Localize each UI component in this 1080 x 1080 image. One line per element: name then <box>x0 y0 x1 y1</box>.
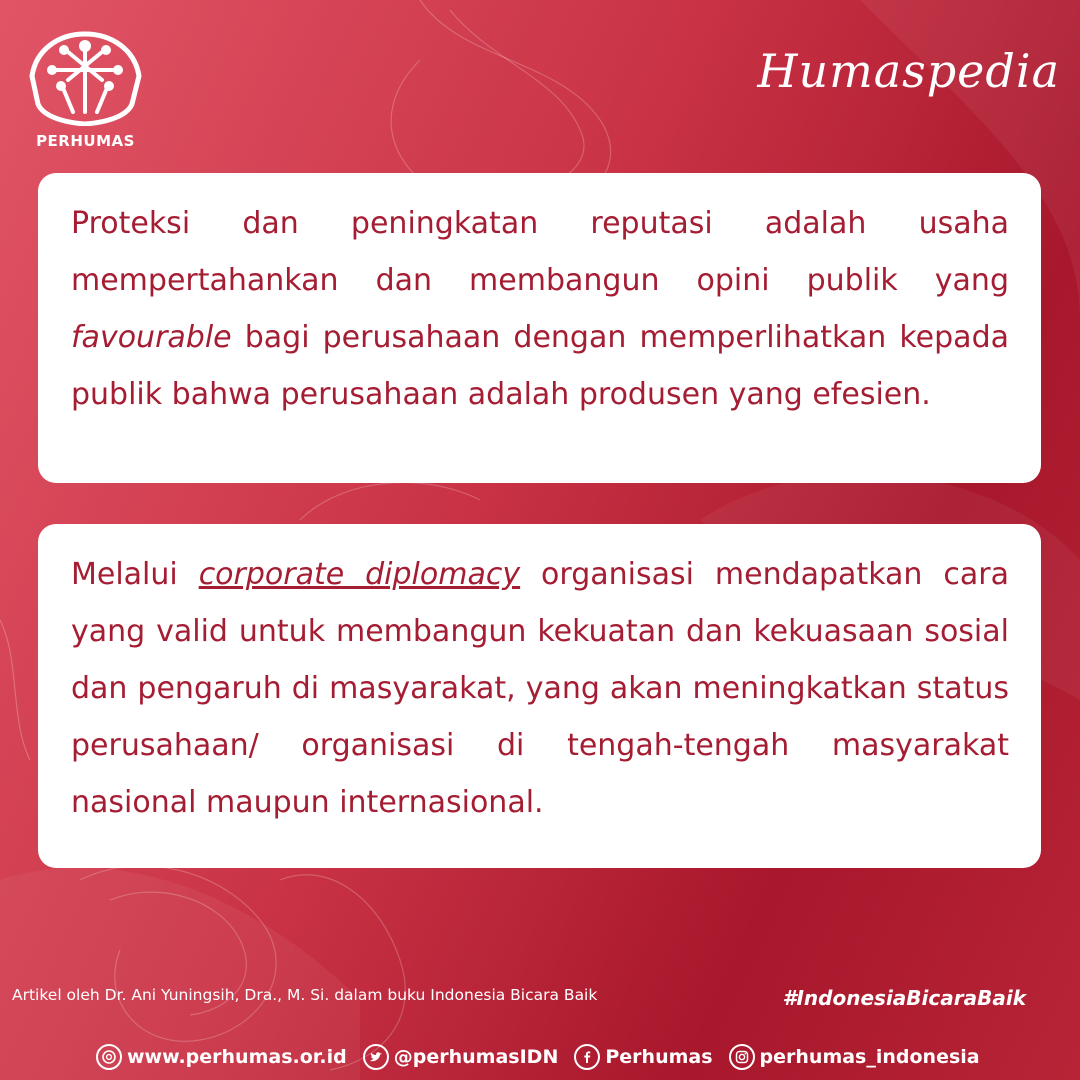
perhumas-logo <box>28 30 143 155</box>
humaspedia-title: Humaspedia <box>757 44 1060 98</box>
logo-text: PERHUMAS <box>36 132 135 150</box>
facebook-icon <box>574 1044 600 1070</box>
hashtag: #IndonesiaBicaraBaik <box>782 986 1026 1010</box>
quote-text: Proteksi dan peningkatan reputasi adalah usaha mempertahankan dan membangun opini publik yang favourable bagi perusahaan dengan memperlihatkan kepada publik bahwa perusahaan adalah produsen yang efesien. <box>71 206 1009 412</box>
quote-text: Melalui corporate diplomacy organisasi mendapatkan cara yang valid untuk membangun kekuatan dan kekuasaan sosial dan pengaruh di masyarakat, yang akan meningkatkan status perusahaan/ organisasi di tengah-tengah masyarakat nasional maupun internasional. <box>71 557 1009 820</box>
facebook-page[interactable]: Perhumas <box>605 1046 713 1068</box>
instagram-handle[interactable]: perhumas_indonesia <box>759 1046 980 1068</box>
instagram-icon <box>729 1044 755 1070</box>
footer-facebook[interactable] <box>574 1044 712 1070</box>
twitter-handle[interactable]: @perhumasIDN <box>393 1046 559 1068</box>
quote-card-diplomacy <box>38 524 1041 868</box>
italic-term: favourable <box>71 320 232 355</box>
article-credit: Artikel oleh Dr. Ani Yuningsih, Dra., M. Si. dalam buku Indonesia Bicara Baik <box>12 986 598 1004</box>
twitter-icon <box>363 1044 389 1070</box>
website-link[interactable]: www.perhumas.or.id <box>127 1046 347 1068</box>
globe-icon <box>96 1044 122 1070</box>
quote-card-reputation <box>38 173 1041 483</box>
perhumas-emblem-icon <box>28 30 143 126</box>
footer-website[interactable] <box>96 1044 347 1070</box>
underlined-term: corporate diplomacy <box>198 557 521 592</box>
social-footer <box>96 1040 996 1074</box>
footer-twitter[interactable] <box>363 1044 559 1070</box>
footer-instagram[interactable] <box>729 1044 980 1070</box>
